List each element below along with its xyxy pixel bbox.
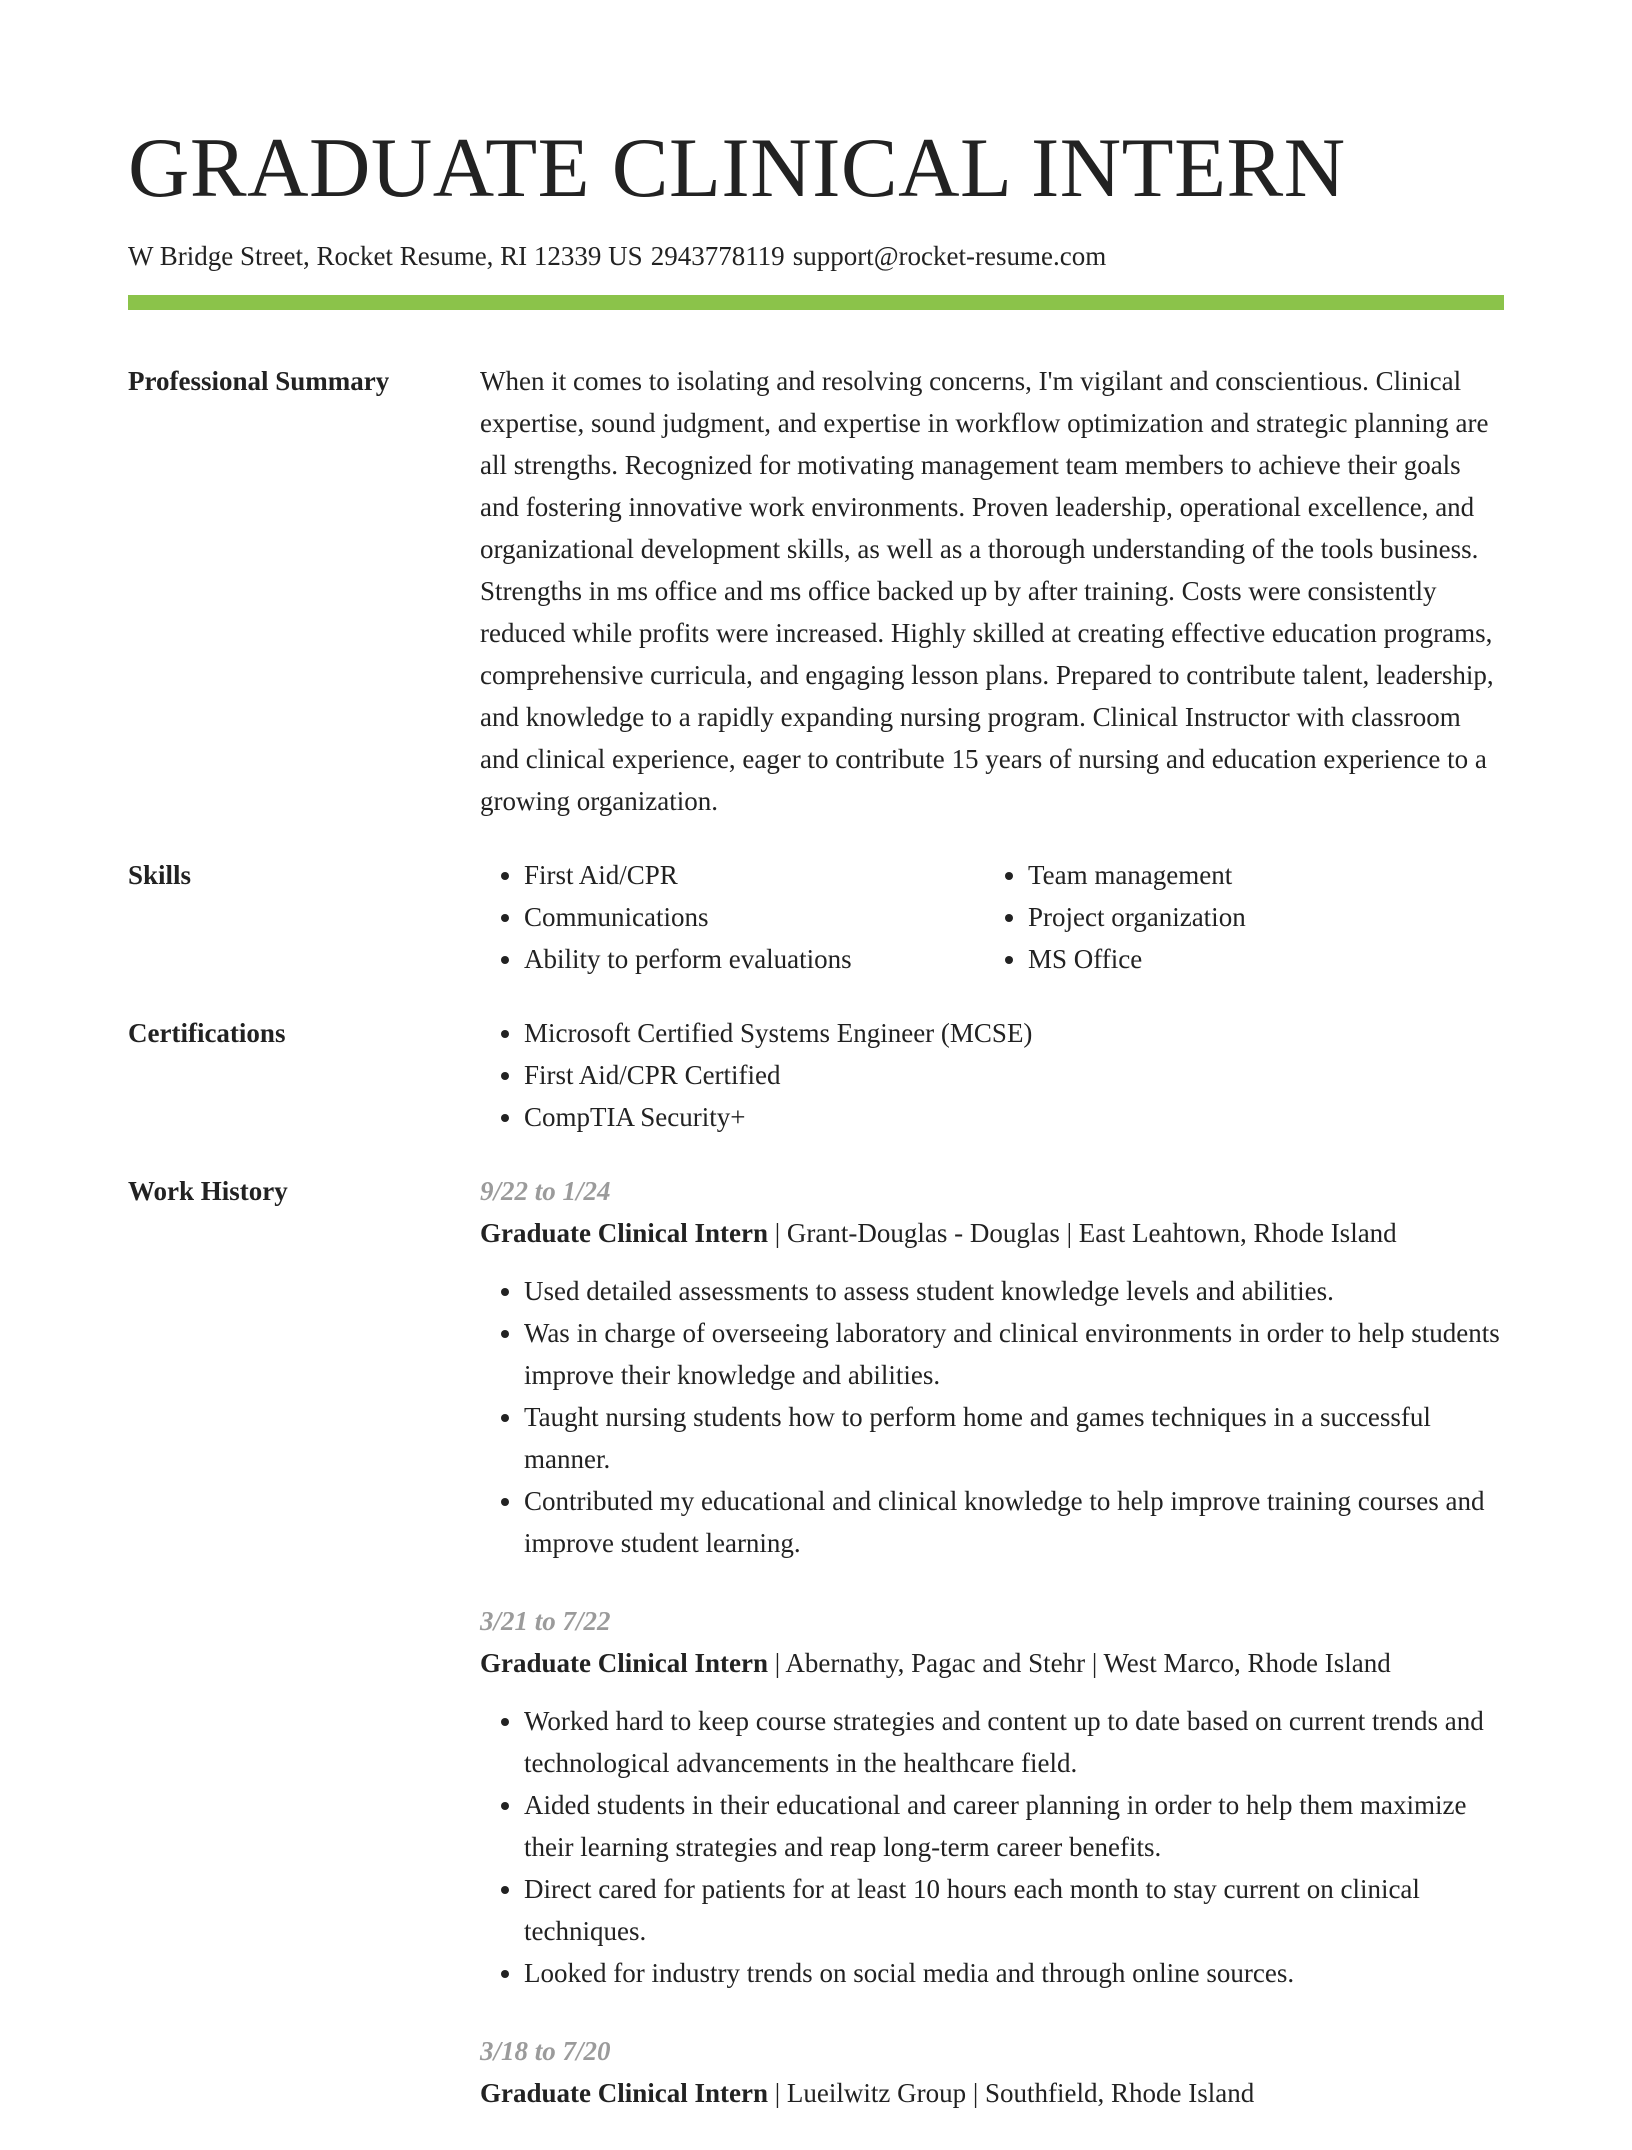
contact-email: support@rocket-resume.com — [792, 241, 1107, 271]
job-bullet: • Contributed my educational and clinical knowledge to help improve training courses and improve student learning. — [524, 1480, 1504, 1564]
job-bullet: • Aided students in their educational and career planning in order to help them maximize their learning strategies and reap long-term career benefits. — [524, 1784, 1504, 1868]
job-bullet: • Used detailed assessments to assess student knowledge levels and abilities. — [524, 1270, 1504, 1312]
summary-heading: Professional Summary — [128, 366, 390, 396]
job-bullet: • Direct cared for patients for at least 10 hours each month to stay current on clinical techniques. — [524, 1868, 1504, 1952]
summary-text: When it comes to isolating and resolving concerns, I'm vigilant and conscientious. Clinical expertise, sound judgment, and expertise in workflow optimization and strategic planning are all strengths. Recognized for motivating management team members to achieve their goals and fostering innovative work environments. Proven leadership, operational excellence, and organizational development skills, as well as a thorough understanding of the tools business. Strengths in ms office and ms office backed up by after training. Costs were consistently reduced while profits were increased. Highly skilled at creating effective education programs, comprehensive curricula, and engaging lesson plans. Prepared to contribute talent, leadership, and knowledge to a rapidly expanding nursing program. Clinical Instructor with classroom and clinical experience, eager to contribute 15 years of nursing and education experience to a growing organization. — [480, 366, 1494, 816]
certification-item: • Microsoft Certified Systems Engineer (MCSE) — [524, 1012, 1504, 1054]
job-heading — [480, 1642, 1504, 1684]
resume-page — [128, 0, 1504, 2150]
job-heading — [480, 2072, 1504, 2114]
job-heading — [480, 1212, 1504, 1254]
summary-section — [128, 360, 1504, 822]
skills-column-right — [984, 854, 1504, 980]
job-dates: 3/21 to 7/22 — [480, 1606, 611, 1636]
job-bullets — [480, 1270, 1504, 1564]
job-entry — [480, 1600, 1504, 1994]
job-dates: 9/22 to 1/24 — [480, 1176, 611, 1206]
skills-heading: Skills — [128, 860, 192, 890]
job-entry — [480, 2030, 1504, 2114]
certification-item: • CompTIA Security+ — [524, 1096, 1504, 1138]
skill-item: • Team management — [1028, 854, 1504, 896]
certifications-heading: Certifications — [128, 1018, 286, 1048]
job-entry — [480, 1170, 1504, 1564]
header-divider — [128, 295, 1504, 310]
resume-title: GRADUATE CLINICAL INTERN — [128, 121, 1346, 215]
job-dates: 3/18 to 7/20 — [480, 2036, 611, 2066]
job-employer: | Lueilwitz Group | Southfield, Rhode Island — [768, 2078, 1255, 2108]
certifications-section — [128, 1012, 1504, 1138]
skill-item: • MS Office — [1028, 938, 1504, 980]
job-title: Graduate Clinical Intern — [480, 1218, 768, 1248]
job-bullet: • Looked for industry trends on social media and through online sources. — [524, 1952, 1504, 1994]
contact-phone: 2943778119 — [650, 241, 785, 271]
job-title: Graduate Clinical Intern — [480, 2078, 768, 2108]
certifications-list — [480, 1012, 1504, 1138]
skills-column-left — [480, 854, 984, 980]
skill-item: • Project organization — [1028, 896, 1504, 938]
work-history-list — [480, 1170, 1504, 2150]
skill-item: • Communications — [524, 896, 984, 938]
job-bullet: • Taught nursing students how to perform home and games techniques in a successful manner. — [524, 1396, 1504, 1480]
job-bullets — [480, 1700, 1504, 1994]
job-bullet: • Was in charge of overseeing laboratory and clinical environments in order to help students improve their knowledge and abilities. — [524, 1312, 1504, 1396]
contact-line — [128, 240, 1504, 272]
work-history-heading: Work History — [128, 1176, 288, 1206]
job-title: Graduate Clinical Intern — [480, 1648, 768, 1678]
certification-item: • First Aid/CPR Certified — [524, 1054, 1504, 1096]
job-employer: | Grant-Douglas - Douglas | East Leahtown, Rhode Island — [768, 1218, 1397, 1248]
job-employer: | Abernathy, Pagac and Stehr | West Marco, Rhode Island — [768, 1648, 1391, 1678]
skill-item: • Ability to perform evaluations — [524, 938, 984, 980]
work-history-section — [128, 1170, 1504, 2150]
job-bullet: • Worked hard to keep course strategies and content up to date based on current trends and technological advancements in the healthcare field. — [524, 1700, 1504, 1784]
skills-list — [480, 854, 1504, 980]
contact-address: W Bridge Street, Rocket Resume, RI 12339 US — [128, 241, 643, 271]
skill-item: • First Aid/CPR — [524, 854, 984, 896]
skills-section — [128, 854, 1504, 980]
